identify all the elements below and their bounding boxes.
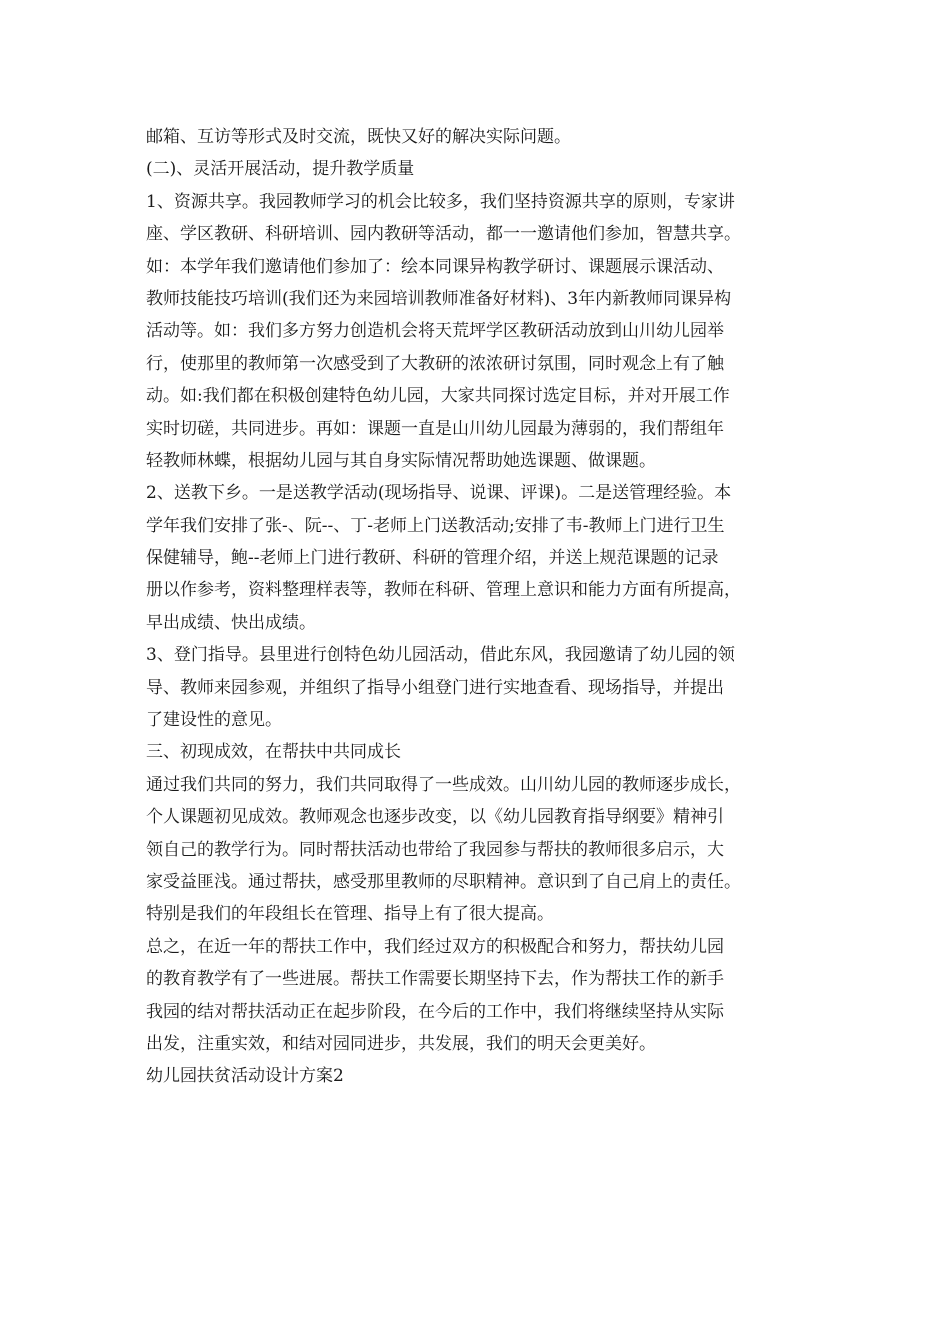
text-line: 的教育教学有了一些进展。帮扶工作需要长期坚持下去，作为帮扶工作的新手 [146, 969, 724, 990]
text-line: 导、教师来园参观，并组织了指导小组登门进行实地查看、现场指导，并提出 [146, 677, 724, 698]
text-line: 早出成绩、快出成绩。 [146, 612, 316, 633]
text-line: 通过我们共同的努力，我们共同取得了一些成效。山川幼儿园的教师逐步成长， [146, 774, 741, 795]
text-line: 动。如:我们都在积极创建特色幼儿园，大家共同探讨选定目标，并对开展工作 [146, 386, 730, 407]
text-line: 家受益匪浅。通过帮扶，感受那里教师的尽职精神。意识到了自己肩上的责任。 [146, 871, 741, 892]
text-line: 2、送教下乡。一是送教学活动(现场指导、说课、评课)。二是送管理经验。本 [146, 483, 732, 504]
text-line: 1、资源共享。我园教师学习的机会比较多，我们坚持资源共享的原则，专家讲 [146, 191, 735, 212]
text-line: 学年我们安排了张-、阮--、丁-老师上门送教活动;安排了韦-教师上门进行卫生 [146, 515, 725, 536]
section-heading: (二)、灵活开展活动，提升教学质量 [146, 159, 415, 180]
section-heading: 三、初现成效，在帮扶中共同成长 [146, 742, 401, 763]
text-line: 领自己的教学行为。同时帮扶活动也带给了我园参与帮扶的教师很多启示，大 [146, 839, 724, 860]
text-line: 轻教师林蝶，根据幼儿园与其自身实际情况帮助她选课题、做课题。 [146, 450, 656, 471]
text-line: 如：本学年我们邀请他们参加了：绘本同课异构教学研讨、课题展示课活动、 [146, 256, 724, 277]
text-line: 邮箱、互访等形式及时交流，既快又好的解决实际问题。 [146, 127, 571, 147]
text-line: 了建设性的意见。 [146, 710, 282, 731]
text-line: 个人课题初见成效。教师观念也逐步改变，以《幼儿园教育指导纲要》精神引 [146, 807, 724, 828]
text-line: 实时切磋，共同进步。再如：课题一直是山川幼儿园最为薄弱的，我们帮组年 [146, 418, 724, 439]
text-line: 总之，在近一年的帮扶工作中，我们经过双方的积极配合和努力，帮扶幼儿园 [146, 936, 724, 957]
text-line: 册以作参考，资料整理样表等，教师在科研、管理上意识和能力方面有所提高， [146, 580, 741, 601]
text-line: 行，使那里的教师第一次感受到了大教研的浓浓研讨氛围，同时观念上有了触 [146, 353, 724, 374]
text-line: 座、学区教研、科研培训、园内教研等活动，都一一邀请他们参加，智慧共享。 [146, 224, 741, 245]
text-line: 活动等。如：我们多方努力创造机会将天荒坪学区教研活动放到山川幼儿园举 [146, 321, 724, 342]
document-title: 幼儿园扶贫活动设计方案2 [146, 1066, 344, 1087]
text-line: 3、登门指导。县里进行创特色幼儿园活动，借此东风，我园邀请了幼儿园的领 [146, 645, 735, 666]
text-line: 出发，注重实效，和结对园同进步，共发展，我们的明天会更美好。 [146, 1033, 656, 1054]
text-line: 特别是我们的年段组长在管理、指导上有了很大提高。 [146, 904, 554, 925]
text-line: 教师技能技巧培训(我们还为来园培训教师准备好材料)、3年内新教师同课异构 [146, 288, 732, 309]
text-line: 我园的结对帮扶活动正在起步阶段，在今后的工作中，我们将继续坚持从实际 [146, 1001, 724, 1022]
document-body [146, 121, 826, 1093]
text-line: 保健辅导，鲍--老师上门进行教研、科研的管理介绍，并送上规范课题的记录 [146, 548, 719, 569]
